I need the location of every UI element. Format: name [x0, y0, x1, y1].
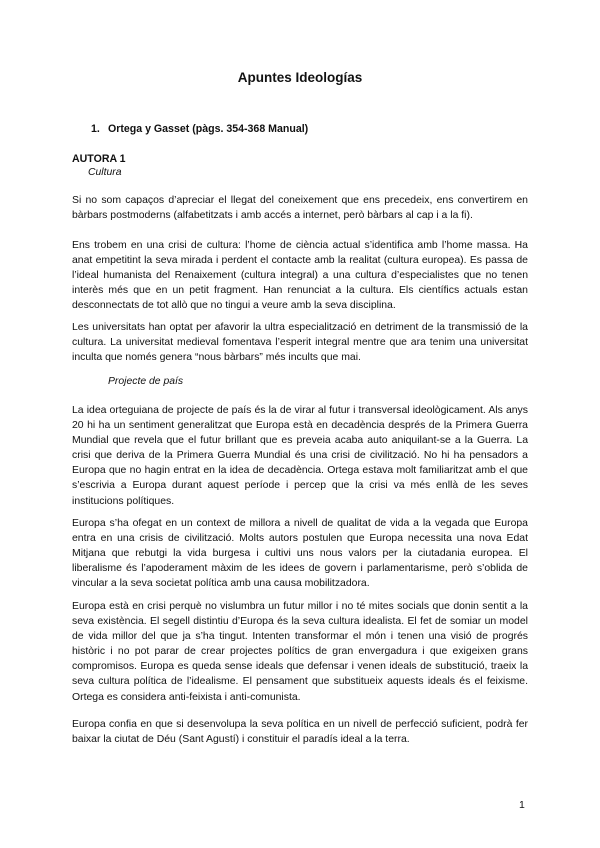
subheading-project: Projecte de país: [108, 376, 184, 387]
paragraph-culture-2: Ens trobem en una crisi de cultura: l’home de ciència actual s’identifica amb l’home massa. Ha anat empetitint la seva mirada i perdent el contacte amb la realitat (cultura europea). Es passa de l’ideal humanista del Renaixement (cultura integral) a una cultura d’especialistes que no tenen interès més que en un petit fragment. Han renunciat a la cultura. Els científics actuals estan desconnectats de tot allò que no tingui a veure amb la seva disciplina.: [72, 240, 528, 312]
section-number: 1.: [91, 123, 100, 135]
section-heading-text: Ortega y Gasset (pàgs. 354-368 Manual): [108, 123, 309, 135]
paragraph-project-1: La idea orteguiana de projecte de país és la de virar al futur i transversal ideològicament. Als anys 20 hi ha un sentiment generalitzat que Europa està en decadència després de la Primera Guerra Mundial que revela que el futur brillant que es preveia acaba auto aniquilant-se a la Guerra. La crisi que deriva de la Primera Guerra Mundial és una crisi de civilització. No hi ha pensadors a Europa que no hagin entrat en la idea de decadència. Ortega estava molt familiaritzat amb el que s’escrivia a Europa durant aquest període i percep que la crisi va més enllà de les seves institucions polítiques.: [72, 405, 528, 507]
paragraph-culture-1: Si no som capaços d’apreciar el llegat del coneixement que ens precedeix, ens convertirem en bàrbars postmoderns (alfabetitzats i amb accés a internet, però bàrbars al cap i a la fi).: [72, 195, 528, 222]
paragraph-culture-3: Les universitats han optat per afavorir la ultra especialització en detriment de la transmissió de la cultura. La universitat medieval fomentava l’esperit integral mentre que ara tenim una universitat inculta que només genera “nous bàrbars” més incults que mai.: [72, 322, 528, 364]
subheading-culture: Cultura: [88, 167, 122, 178]
paragraph-project-4: Europa confia en que si desenvolupa la seva política en un nivell de perfecció suficient, podrà fer baixar la ciutat de Déu (Sant Agustí) i constituir el paradís ideal a la terra.: [72, 719, 528, 746]
section-heading: [91, 123, 308, 135]
paragraph-project-3: Europa està en crisi perquè no vislumbra un futur millor i no té mites socials que donin sentit a la seva existència. El segell distintiu d’Europa és la seva cultura idealista. El fet de somiar un model de vida millor del que ja s’ha tingut. Intenten transformar el món i tenen una visió de progrés històric i no pot parar de crear projectes polítics de gran envergadura i que exigeixen grans compromisos. Europa es queda sense ideals que defensar i venen ideals de substitució, traeix la seva cultura política de l’idealisme. El pensament que substitueix aquests ideals és el feixisme. Ortega es considera anti-feixista i anti-comunista.: [72, 601, 528, 703]
paragraph-project-2: Europa s’ha ofegat en un context de millora a nivell de qualitat de vida a la vegada que Europa entra en una crisis de civilització. Molts autors postulen que Europa necessita una nova Edat Mitjana que rebutgi la vida burgesa i cultivi uns nous valors per la ciutadania europea. El liberalisme és l’apoderament màxim de les idees de govern i parlamentarisme, però s’oblida de vincular a la seva societat política amb una causa mobilitzadora.: [72, 518, 528, 590]
document-title: Apuntes Ideologías: [237, 70, 363, 85]
author-heading: AUTORA 1: [72, 153, 126, 165]
page-number: 1: [519, 799, 525, 811]
